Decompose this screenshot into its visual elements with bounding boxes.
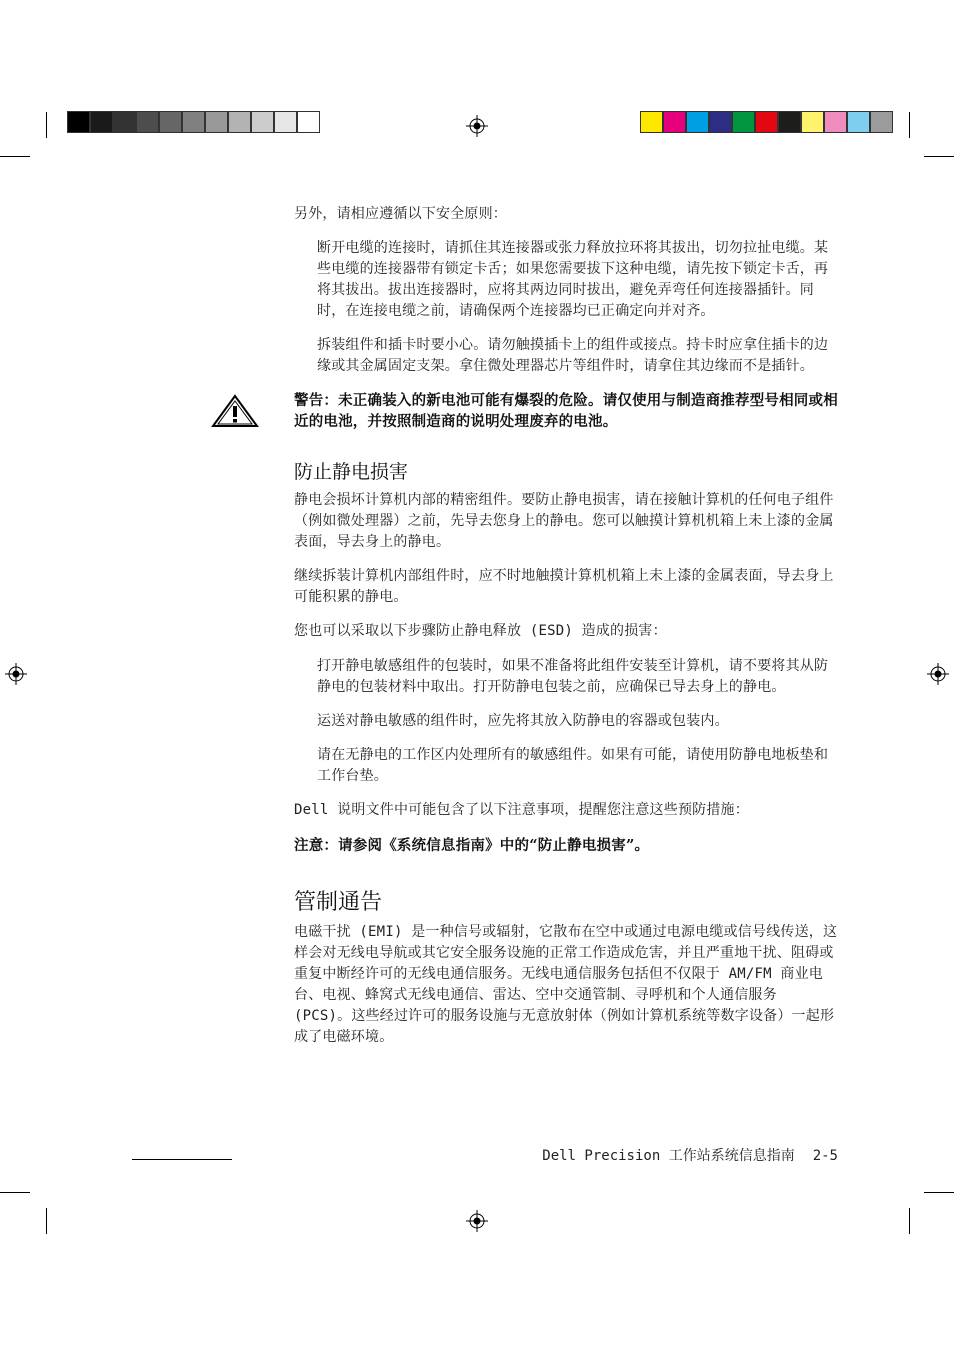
color-swatch bbox=[136, 111, 159, 133]
color-swatch bbox=[709, 111, 732, 133]
warning-text: 警告：未正确装入的新电池可能有爆裂的危险。请仅使用与制造商推荐型号相同或相近的电池，并按照制造商的说明处理废弃的电池。 bbox=[294, 392, 838, 430]
esd-step-2: 运送对静电敏感的组件时，应先将其放入防静电的容器或包装内。 bbox=[317, 713, 729, 729]
crop-mark bbox=[909, 112, 910, 138]
footer-title: Dell Precision 工作站系统信息指南 bbox=[542, 1148, 795, 1164]
crop-mark bbox=[46, 1208, 47, 1234]
color-swatch bbox=[297, 111, 320, 133]
intro-text: 另外，请相应遵循以下安全原则： bbox=[294, 206, 507, 222]
color-calibration-strip bbox=[640, 111, 893, 133]
notice-text: 注意：请参阅《系统信息指南》中的“防止静电损害”。 bbox=[294, 837, 650, 854]
color-swatch bbox=[732, 111, 755, 133]
color-swatch bbox=[663, 111, 686, 133]
section-heading-esd: 防止静电损害 bbox=[294, 461, 409, 483]
color-swatch bbox=[640, 111, 663, 133]
crop-mark bbox=[909, 1208, 910, 1234]
registration-mark-icon bbox=[466, 115, 488, 137]
esd-paragraph-1: 静电会损坏计算机内部的精密组件。要防止静电损害，请在接触计算机的任何电子组件（例如微处理器）之前，先导去您身上的静电。您可以触摸计算机机箱上未上漆的金属表面，导去身上的静电。 bbox=[294, 492, 834, 550]
color-swatch bbox=[251, 111, 274, 133]
color-swatch bbox=[113, 111, 136, 133]
color-swatch bbox=[159, 111, 182, 133]
crop-mark bbox=[924, 1192, 954, 1193]
esd-paragraph-2: 继续拆装计算机内部组件时，应不时地触摸计算机机箱上未上漆的金属表面，导去身上可能积累的静电。 bbox=[294, 568, 834, 605]
section-heading-regulatory: 管制通告 bbox=[294, 890, 383, 915]
page-number: 2-5 bbox=[812, 1148, 838, 1164]
grayscale-calibration-strip bbox=[67, 111, 320, 133]
page-footer bbox=[542, 1145, 838, 1165]
footer-rule bbox=[132, 1159, 232, 1160]
safety-rule-cable: 断开电缆的连接时，请抓住其连接器或张力释放拉环将其拔出，切勿拉扯电缆。某些电缆的连接器带有锁定卡舌；如果您需要拔下这种电缆，请先按下锁定卡舌，再将其拔出。拔出连接器时，应将其两边同时拔出，避免弄弯任何连接器插针。同时，在连接电缆之前，请确保两个连接器均已正确定向并对齐。 bbox=[317, 240, 829, 319]
color-swatch bbox=[67, 111, 90, 133]
color-swatch bbox=[847, 111, 870, 133]
color-swatch bbox=[778, 111, 801, 133]
warning-triangle-icon bbox=[211, 394, 259, 428]
color-swatch bbox=[801, 111, 824, 133]
registration-mark-icon bbox=[5, 663, 27, 685]
color-swatch bbox=[182, 111, 205, 133]
crop-mark bbox=[0, 1192, 30, 1193]
color-swatch bbox=[205, 111, 228, 133]
esd-step-3: 请在无静电的工作区内处理所有的敏感组件。如果有可能，请使用防静电地板垫和工作台垫。 bbox=[317, 747, 829, 784]
color-swatch bbox=[686, 111, 709, 133]
registration-mark-icon bbox=[466, 1210, 488, 1232]
crop-mark bbox=[924, 156, 954, 157]
esd-paragraph-3: 您也可以采取以下步骤防止静电释放 (ESD) 造成的损害： bbox=[294, 623, 667, 639]
color-swatch bbox=[870, 111, 893, 133]
safety-rule-cards: 拆装组件和插卡时要小心。请勿触摸插卡上的组件或接点。持卡时应拿住插卡的边缘或其金属固定支架。拿住微处理器芯片等组件时，请拿住其边缘而不是插针。 bbox=[317, 337, 829, 374]
dell-note-text: Dell 说明文件中可能包含了以下注意事项，提醒您注意这些预防措施： bbox=[294, 802, 749, 818]
crop-mark bbox=[0, 156, 30, 157]
esd-step-1: 打开静电敏感组件的包装时，如果不准备将此组件安装至计算机，请不要将其从防静电的包装材料中取出。打开防静电包装之前，应确保已导去身上的静电。 bbox=[317, 658, 829, 695]
emi-paragraph: 电磁干扰 (EMI) 是一种信号或辐射，它散布在空中或通过电源电缆或信号线传送，这样会对无线电导航或其它安全服务设施的正常工作造成危害，并且严重地干扰、阻碍或重复中断经许可的无线电通信服务。无线电通信服务包括但不仅限于 AM/FM 商业电台、电视、蜂窝式无线电通信、雷达、空中交通管制、寻呼机和个人通信服务 (PCS)。这些经过许可的服务设施与无意放射体（例如计算机系统等数字设备）一起形成了电磁环境。 bbox=[294, 924, 838, 1045]
color-swatch bbox=[755, 111, 778, 133]
color-swatch bbox=[90, 111, 113, 133]
color-swatch bbox=[228, 111, 251, 133]
registration-mark-icon bbox=[927, 663, 949, 685]
color-swatch bbox=[274, 111, 297, 133]
color-swatch bbox=[824, 111, 847, 133]
crop-mark bbox=[46, 112, 47, 138]
